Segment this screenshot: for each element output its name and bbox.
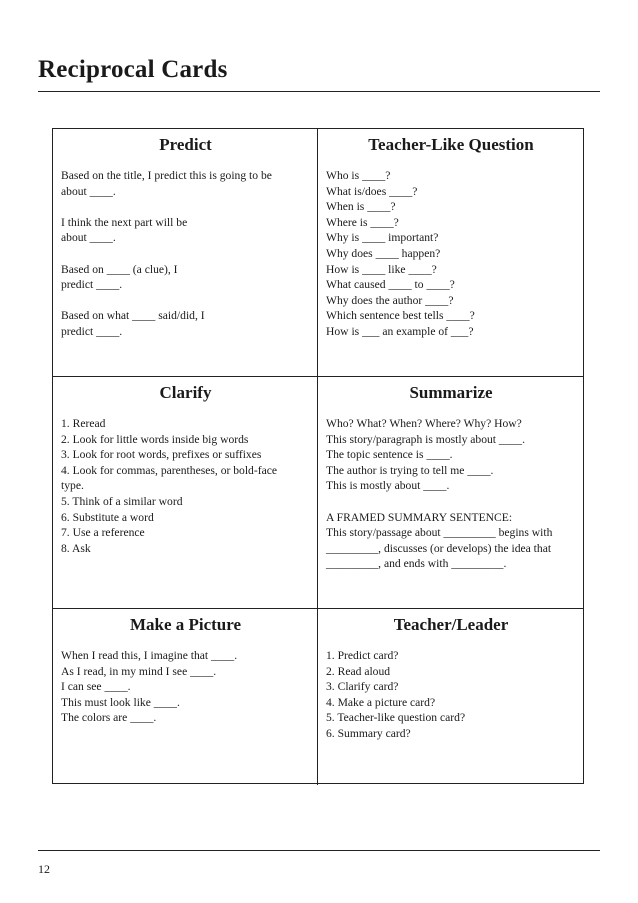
card-heading: Teacher-Like Question — [368, 135, 534, 154]
card-line: What caused ____ to ____? — [326, 278, 455, 292]
card-line: Why does the author ____? — [326, 293, 454, 307]
card-heading: Predict — [159, 135, 212, 154]
card-line: Based on what ____ said/did, I — [61, 309, 205, 323]
card-line: type. — [61, 479, 84, 493]
card-line: 7. Use a reference — [61, 526, 145, 540]
card-line: How is ___ an example of ___? — [326, 324, 474, 338]
card-line — [61, 293, 310, 309]
card-clarify — [53, 377, 318, 609]
card-line: When I read this, I imagine that ____. — [61, 649, 238, 662]
title-divider — [38, 91, 600, 92]
card-line: This must look like ____. — [61, 695, 180, 709]
card-line: predict ____. — [61, 278, 123, 292]
card-line: 4. Make a picture card? — [326, 695, 436, 709]
card-line: 3. Look for root words, prefixes or suffixes — [61, 448, 262, 462]
card-line: This story/passage about _________ begins with — [326, 526, 553, 540]
card-line: 8. Ask — [61, 541, 91, 555]
card-line: _________, discusses (or develops) the idea that — [326, 541, 552, 555]
card-line: The author is trying to tell me ____. — [326, 463, 494, 477]
card-line: 2. Look for little words inside big words — [61, 432, 249, 446]
card-line: 1. Predict card? — [326, 649, 399, 662]
card-line: 5. Teacher-like question card? — [326, 711, 466, 725]
card-line: Based on ____ (a clue), I — [61, 262, 178, 276]
card-line: _________, and ends with _________. — [326, 557, 507, 571]
card-line: A FRAMED SUMMARY SENTENCE: — [326, 510, 513, 524]
card-line — [61, 199, 310, 215]
card-line: 6. Substitute a word — [61, 510, 154, 524]
card-line: 1. Reread — [61, 417, 106, 430]
cards-table — [52, 128, 584, 784]
card-line: I can see ____. — [61, 680, 131, 694]
card-line: The colors are ____. — [61, 711, 157, 725]
card-line: predict ____. — [61, 324, 123, 338]
card-line: 2. Read aloud — [326, 664, 391, 678]
card-line: As I read, in my mind I see ____. — [61, 664, 217, 678]
card-line: Why does ____ happen? — [326, 246, 441, 260]
card-line: about ____. — [61, 184, 116, 198]
card-teacher-leader — [318, 609, 583, 785]
card-make-a-picture — [53, 609, 318, 785]
card-predict — [53, 129, 318, 377]
card-line: Who? What? When? Where? Why? How? — [326, 417, 522, 430]
card-line: Which sentence best tells ____? — [326, 309, 475, 323]
card-heading: Teacher/Leader — [393, 615, 509, 634]
card-line — [61, 246, 310, 262]
card-line: How is ____ like ____? — [326, 262, 437, 276]
card-line: The topic sentence is ____. — [326, 448, 453, 462]
card-heading: Make a Picture — [129, 615, 242, 634]
card-line: Who is ____? — [326, 169, 391, 182]
card-line: 5. Think of a similar word — [61, 494, 183, 508]
card-heading: Clarify — [159, 383, 212, 402]
card-line: 3. Clarify card? — [326, 680, 399, 694]
card-line: This story/paragraph is mostly about ____. — [326, 432, 526, 446]
card-line: 4. Look for commas, parentheses, or bold-face — [61, 463, 278, 477]
card-line: I think the next part will be — [61, 215, 188, 229]
card-line: 6. Summary card? — [326, 726, 411, 740]
page-title: Reciprocal Cards — [38, 56, 228, 83]
card-line: When is ____? — [326, 200, 396, 214]
card-line: What is/does ____? — [326, 184, 418, 198]
footer-divider — [38, 850, 600, 851]
card-line: Where is ____? — [326, 215, 399, 229]
card-line: about ____. — [61, 231, 116, 245]
card-line: This is mostly about ____. — [326, 479, 450, 493]
card-line: Based on the title, I predict this is going to be — [61, 169, 272, 182]
card-teacher-like-question — [318, 129, 583, 377]
card-summarize — [318, 377, 583, 609]
card-heading: Summarize — [409, 383, 493, 402]
card-line: Why is ____ important? — [326, 231, 439, 245]
card-line — [326, 494, 576, 510]
page-number: 12 — [38, 862, 50, 876]
